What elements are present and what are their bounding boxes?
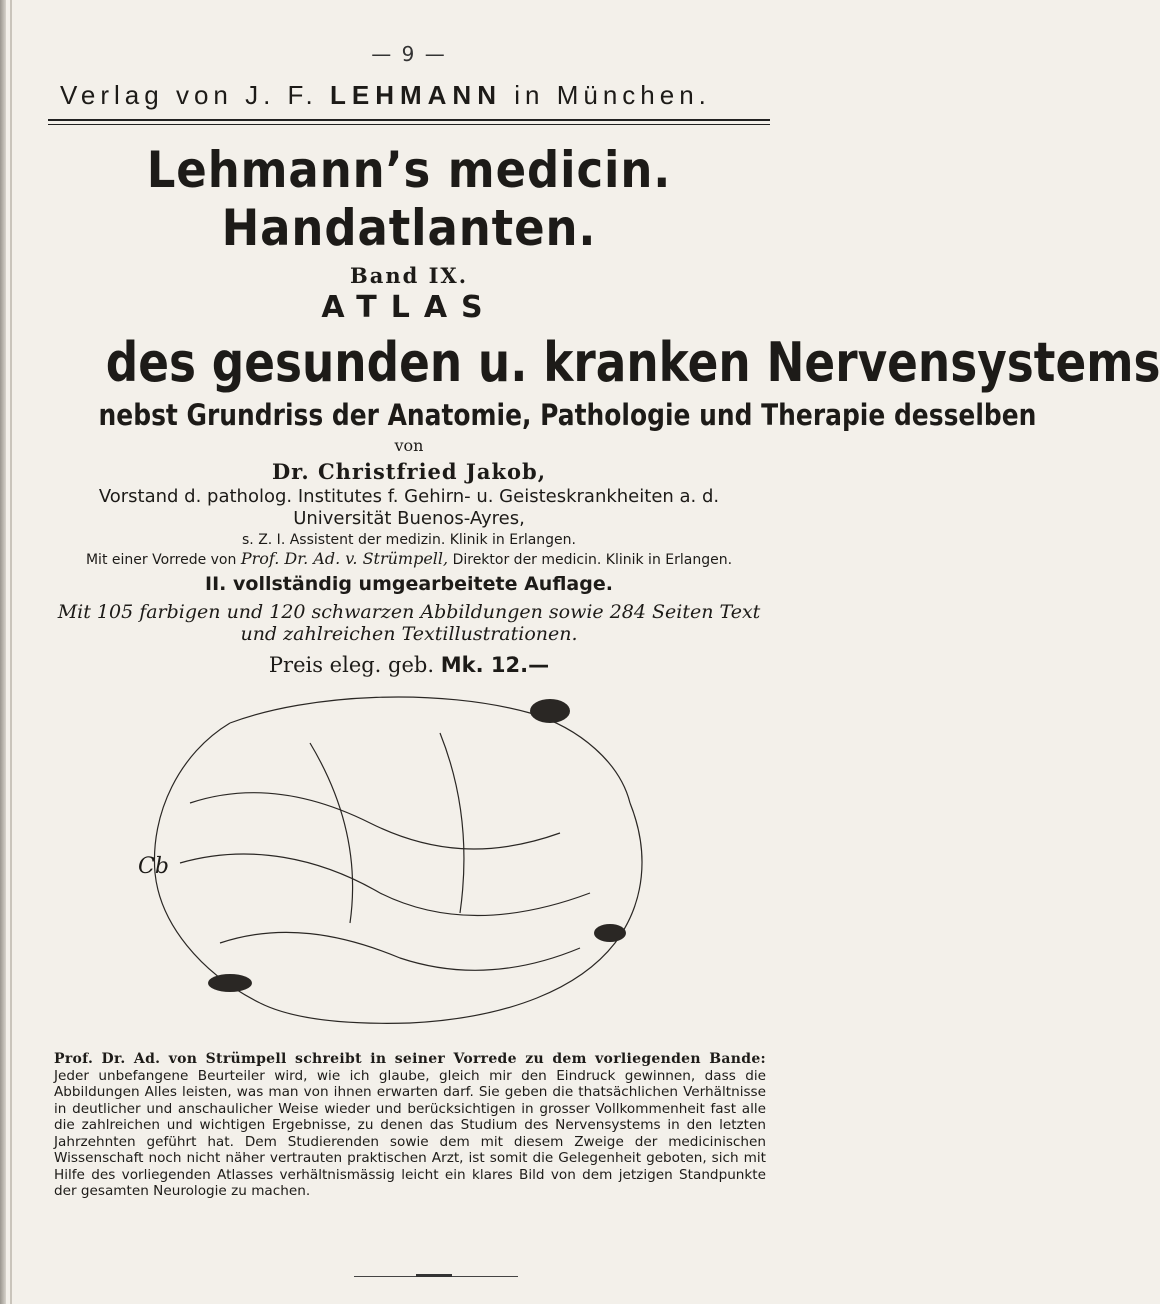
author-affiliation: Vorstand d. patholog. Institutes f. Gehirn- u. Geisteskrankheiten a. d. Universität Buenos-Ayres, — [98, 486, 720, 529]
atlas-label: ATLAS — [321, 290, 497, 325]
end-rule-ornament — [416, 1274, 452, 1277]
nucleus-mark-1 — [530, 699, 570, 723]
preface-suffix: Direktor der medicin. Klinik in Erlangen. — [452, 552, 733, 568]
brain-fissure — [310, 743, 353, 923]
brain-fold-2 — [180, 854, 590, 915]
brain-illustration — [110, 683, 670, 1043]
book-title: des gesunden u. kranken Nervensystems — [105, 331, 1160, 394]
quote-heading: Prof. Dr. Ad. von Strümpell schreibt in seiner Vorrede zu dem vorliegenden Bande: — [54, 1051, 766, 1067]
brain-outline-top — [230, 697, 630, 803]
publisher-line — [48, 80, 770, 111]
publisher-prefix: Verlag von J. F. — [60, 80, 318, 110]
series-title: Lehmann’s medicin. Handatlanten. — [146, 141, 672, 257]
brain-fold-1 — [190, 793, 560, 849]
header-rule — [48, 119, 770, 121]
book-spine-line — [10, 0, 12, 1304]
nucleus-mark-3 — [594, 924, 626, 942]
author-assistant-note: s. Z. I. Assistent der medizin. Klinik in Erlangen. — [242, 532, 576, 548]
author-name: Dr. Christfried Jakob, — [271, 459, 547, 484]
price-line — [48, 653, 770, 677]
edition-label: II. vollständig umgearbeitete Auflage. — [205, 573, 613, 595]
header-rule-thin — [48, 124, 770, 125]
preface-author: Prof. Dr. Ad. v. Strümpell, — [240, 549, 449, 568]
illustrations-note: Mit 105 farbigen und 120 schwarzen Abbildungen sowie 284 Seiten Text und zahlreichen Textillustrationen. — [57, 601, 761, 645]
figure-label-cb: Cb — [138, 854, 169, 879]
price-prefix: Preis eleg. geb. — [268, 653, 435, 677]
volume-label: Band IX. — [349, 263, 469, 288]
brain-outline-left — [154, 723, 260, 1003]
preface-note — [48, 550, 770, 569]
book-spine-edge — [0, 0, 6, 1304]
page-number: — 9 — — [371, 42, 447, 66]
brain-fold-3 — [220, 932, 580, 970]
brain-outline-right — [260, 803, 642, 1023]
publisher-name: LEHMANN — [330, 80, 502, 110]
book-subtitle: nebst Grundriss der Anatomie, Pathologie und Therapie desselben — [98, 398, 1037, 432]
publisher-suffix: in München. — [514, 80, 711, 110]
preface-prefix: Mit einer Vorrede von — [85, 552, 237, 568]
by-label: von — [394, 436, 424, 455]
brain-fissure-2 — [440, 733, 464, 913]
preface-quote — [54, 1051, 766, 1200]
advertisement-page — [48, 0, 1160, 677]
nucleus-mark-2 — [208, 974, 252, 992]
price-amount: Mk. 12.— — [440, 653, 550, 677]
quote-text: Jeder unbefangene Beurteiler wird, wie ich glaube, gleich mir den Eindruck gewinnen, dass die Abbildungen Alles leisten, was man von ihnen erwarten darf. Sie geben die thatsächlichen Verhältnisse in deutlicher und anschaulicher Weise wieder und berücksichtigen in grosser Vollkommenheit fast alle die zahlreichen und wichtigen Ergebnisse, zu denen das Studium des Nervensystems in den letzten Jahrzehnten geführt hat. Dem Studierenden sowie dem mit diesem Zweige der medicinischen Wissenschaft noch nicht näher vertrauten praktischen Arzt, ist somit die Gelegenheit geboten, sich mit Hilfe des vorliegenden Atlasses verhältnismässig leicht ein klares Bild von dem jetzigen Standpunkte der gesamten Neurologie zu machen. — [54, 1067, 766, 1199]
